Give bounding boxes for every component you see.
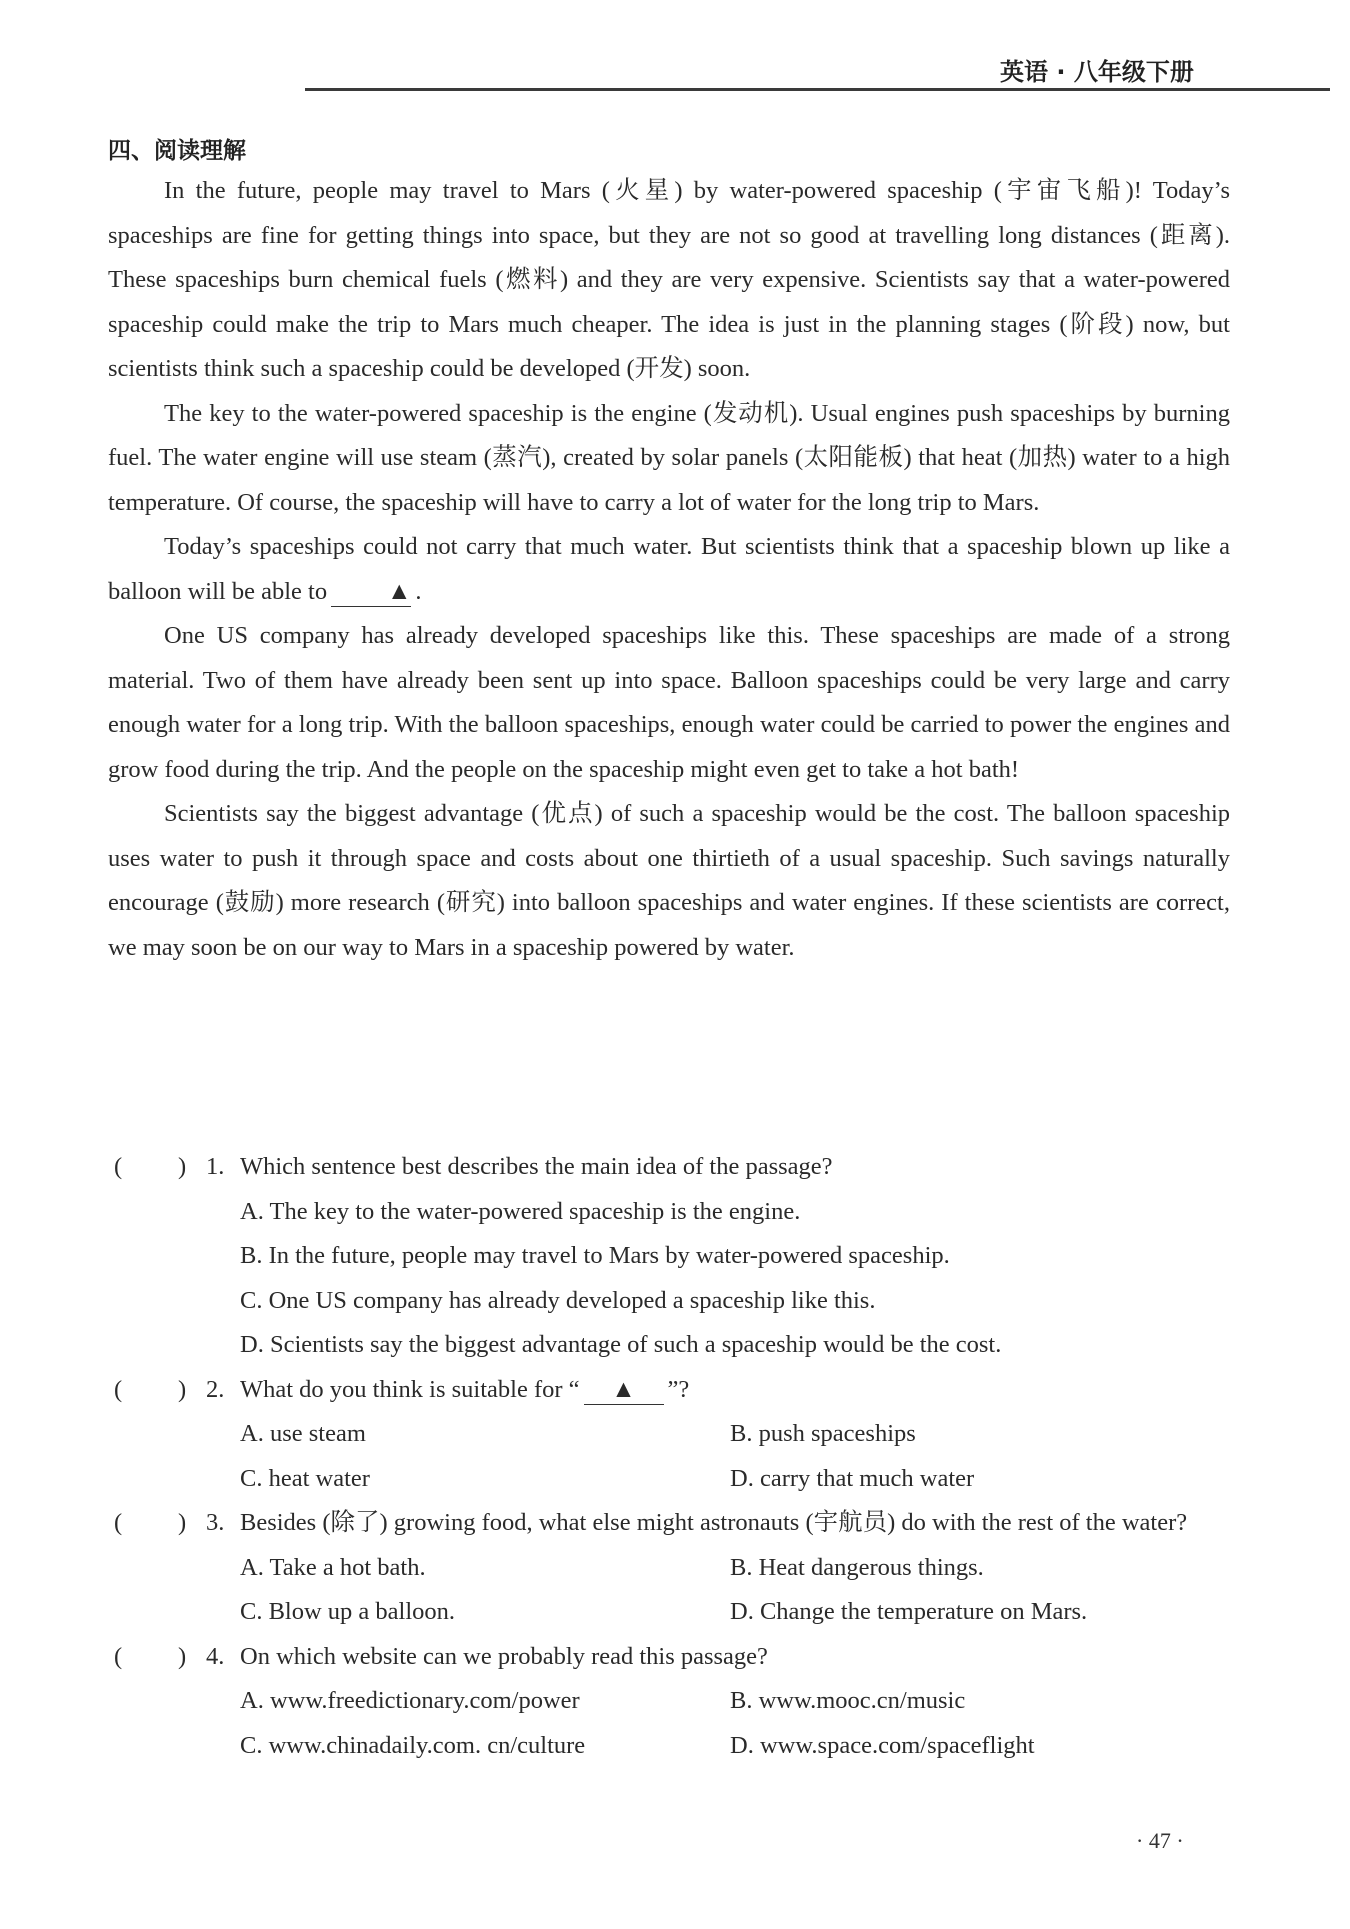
option-c: C. One US company has already developed a spaceship like this. [240, 1286, 876, 1314]
passage-paragraph-1: In the future, people may travel to Mars (火星) by water-powered spaceship (宇宙飞船)! Today’s spaceships are fine for getting things into space, but they are not so good at travelling long distances (距离). These spaceships burn chemical fuels (燃料) and they are very expensive. Scientists say that a water-powered spaceship could make the trip to Mars much cheaper. The idea is just in the planning stages (阶段) now, but scientists think such a spaceship could be developed (开发) soon. [108, 177, 1230, 382]
option-c: C. Blow up a balloon. [240, 1598, 456, 1625]
option-d: D. www.space.com/spaceflight [730, 1731, 1035, 1759]
option-b: B. www.mooc.cn/music [730, 1687, 966, 1714]
option-c: C. heat water [240, 1464, 370, 1492]
passage-paragraph-3-end: . [415, 577, 422, 605]
option-a: A. use steam [240, 1420, 366, 1447]
passage-paragraph-4: One US company has already developed spaceships like this. These spaceships are made of a strong material. Two of them have already been sent up into space. Balloon spaceships could be very large and carry enough water for a long trip. With the balloon spaceships, enough water could be carried to power the engines and grow food during the trip. And the people on the spaceship might even get to take a hot bath! [108, 622, 1230, 783]
question-number: 4. [206, 1642, 225, 1670]
answer-paren-open: ( [114, 1375, 123, 1403]
answer-paren-close: ) [178, 1642, 187, 1670]
option-row [240, 1679, 1230, 1724]
question-number: 3. [206, 1509, 225, 1536]
option-b: B. In the future, people may travel to Mars by water-powered spaceship. [240, 1242, 950, 1269]
passage-blank: ▲ [331, 578, 411, 607]
option-d: D. Change the temperature on Mars. [730, 1598, 1088, 1625]
answer-paren-open: ( [114, 1642, 123, 1670]
answer-paren-close: ) [178, 1153, 187, 1180]
question-4 [108, 1635, 1230, 1769]
question-list [108, 1145, 1230, 1768]
answer-paren-close: ) [178, 1375, 187, 1403]
passage-paragraph-3-text: Today’s spaceships could not carry that much water. But scientists think that a spaceship blown up like a balloon will be able to [108, 533, 1230, 605]
question-text: Which sentence best describes the main idea of the passage? [240, 1153, 833, 1180]
question-number: 1. [206, 1153, 225, 1180]
option-a: A. The key to the water-powered spaceship is the engine. [240, 1197, 801, 1225]
option-d: D. Scientists say the biggest advantage of such a spaceship would be the cost. [240, 1331, 1002, 1358]
option-c: C. www.chinadaily.com. cn/culture [240, 1731, 586, 1759]
option-row [240, 1724, 1230, 1769]
passage-paragraph-3 [108, 525, 1230, 614]
option-b: B. Heat dangerous things. [730, 1553, 984, 1581]
option-b: B. push spaceships [730, 1420, 916, 1447]
option-d: D. carry that much water [730, 1464, 975, 1492]
option-row [240, 1546, 1230, 1591]
answer-paren-open: ( [114, 1509, 123, 1536]
question-3 [108, 1501, 1230, 1635]
header-rule [305, 88, 1330, 91]
option-row [240, 1457, 1230, 1502]
answer-paren-close: ) [178, 1509, 187, 1536]
header-title: 英语 · 八年级下册 [1000, 58, 1194, 86]
question-2 [108, 1368, 1230, 1502]
option-a: A. Take a hot bath. [240, 1553, 426, 1581]
option-row [240, 1590, 1230, 1635]
passage-paragraph-2: The key to the water-powered spaceship is the engine (发动机). Usual engines push spaceships by burning fuel. The water engine will use steam (蒸汽), created by solar panels (太阳能板) that heat (加热) water to a high temperature. Of course, the spaceship will have to carry a lot of water for the long trip to Mars. [108, 399, 1230, 516]
answer-paren-open: ( [114, 1153, 123, 1180]
question-text-before: What do you think is suitable for “ [240, 1375, 580, 1403]
question-1 [108, 1145, 1230, 1368]
option-a: A. www.freedictionary.com/power [240, 1687, 580, 1714]
page-number: · 47 · [1136, 1828, 1184, 1853]
question-text [240, 1368, 1230, 1413]
option-row [240, 1412, 1230, 1457]
question-text-after: ”? [667, 1375, 690, 1403]
question-text: Besides (除了) growing food, what else might astronauts (宇航员) do with the rest of the water? [240, 1509, 1188, 1536]
question-blank: ▲ [584, 1376, 664, 1405]
question-text: On which website can we probably read this passage? [240, 1642, 768, 1670]
section-title: 四、阅读理解 [108, 138, 246, 164]
question-number: 2. [206, 1375, 225, 1403]
reading-passage [108, 169, 1230, 970]
passage-paragraph-5: Scientists say the biggest advantage (优点) of such a spaceship would be the cost. The balloon spaceship uses water to push it through space and costs about one thirtieth of a usual spaceship. Such savings naturally encourage (鼓励) more research (研究) into balloon spaceships and water engines. If these scientists are correct, we may soon be on our way to Mars in a spaceship powered by water. [108, 800, 1230, 961]
